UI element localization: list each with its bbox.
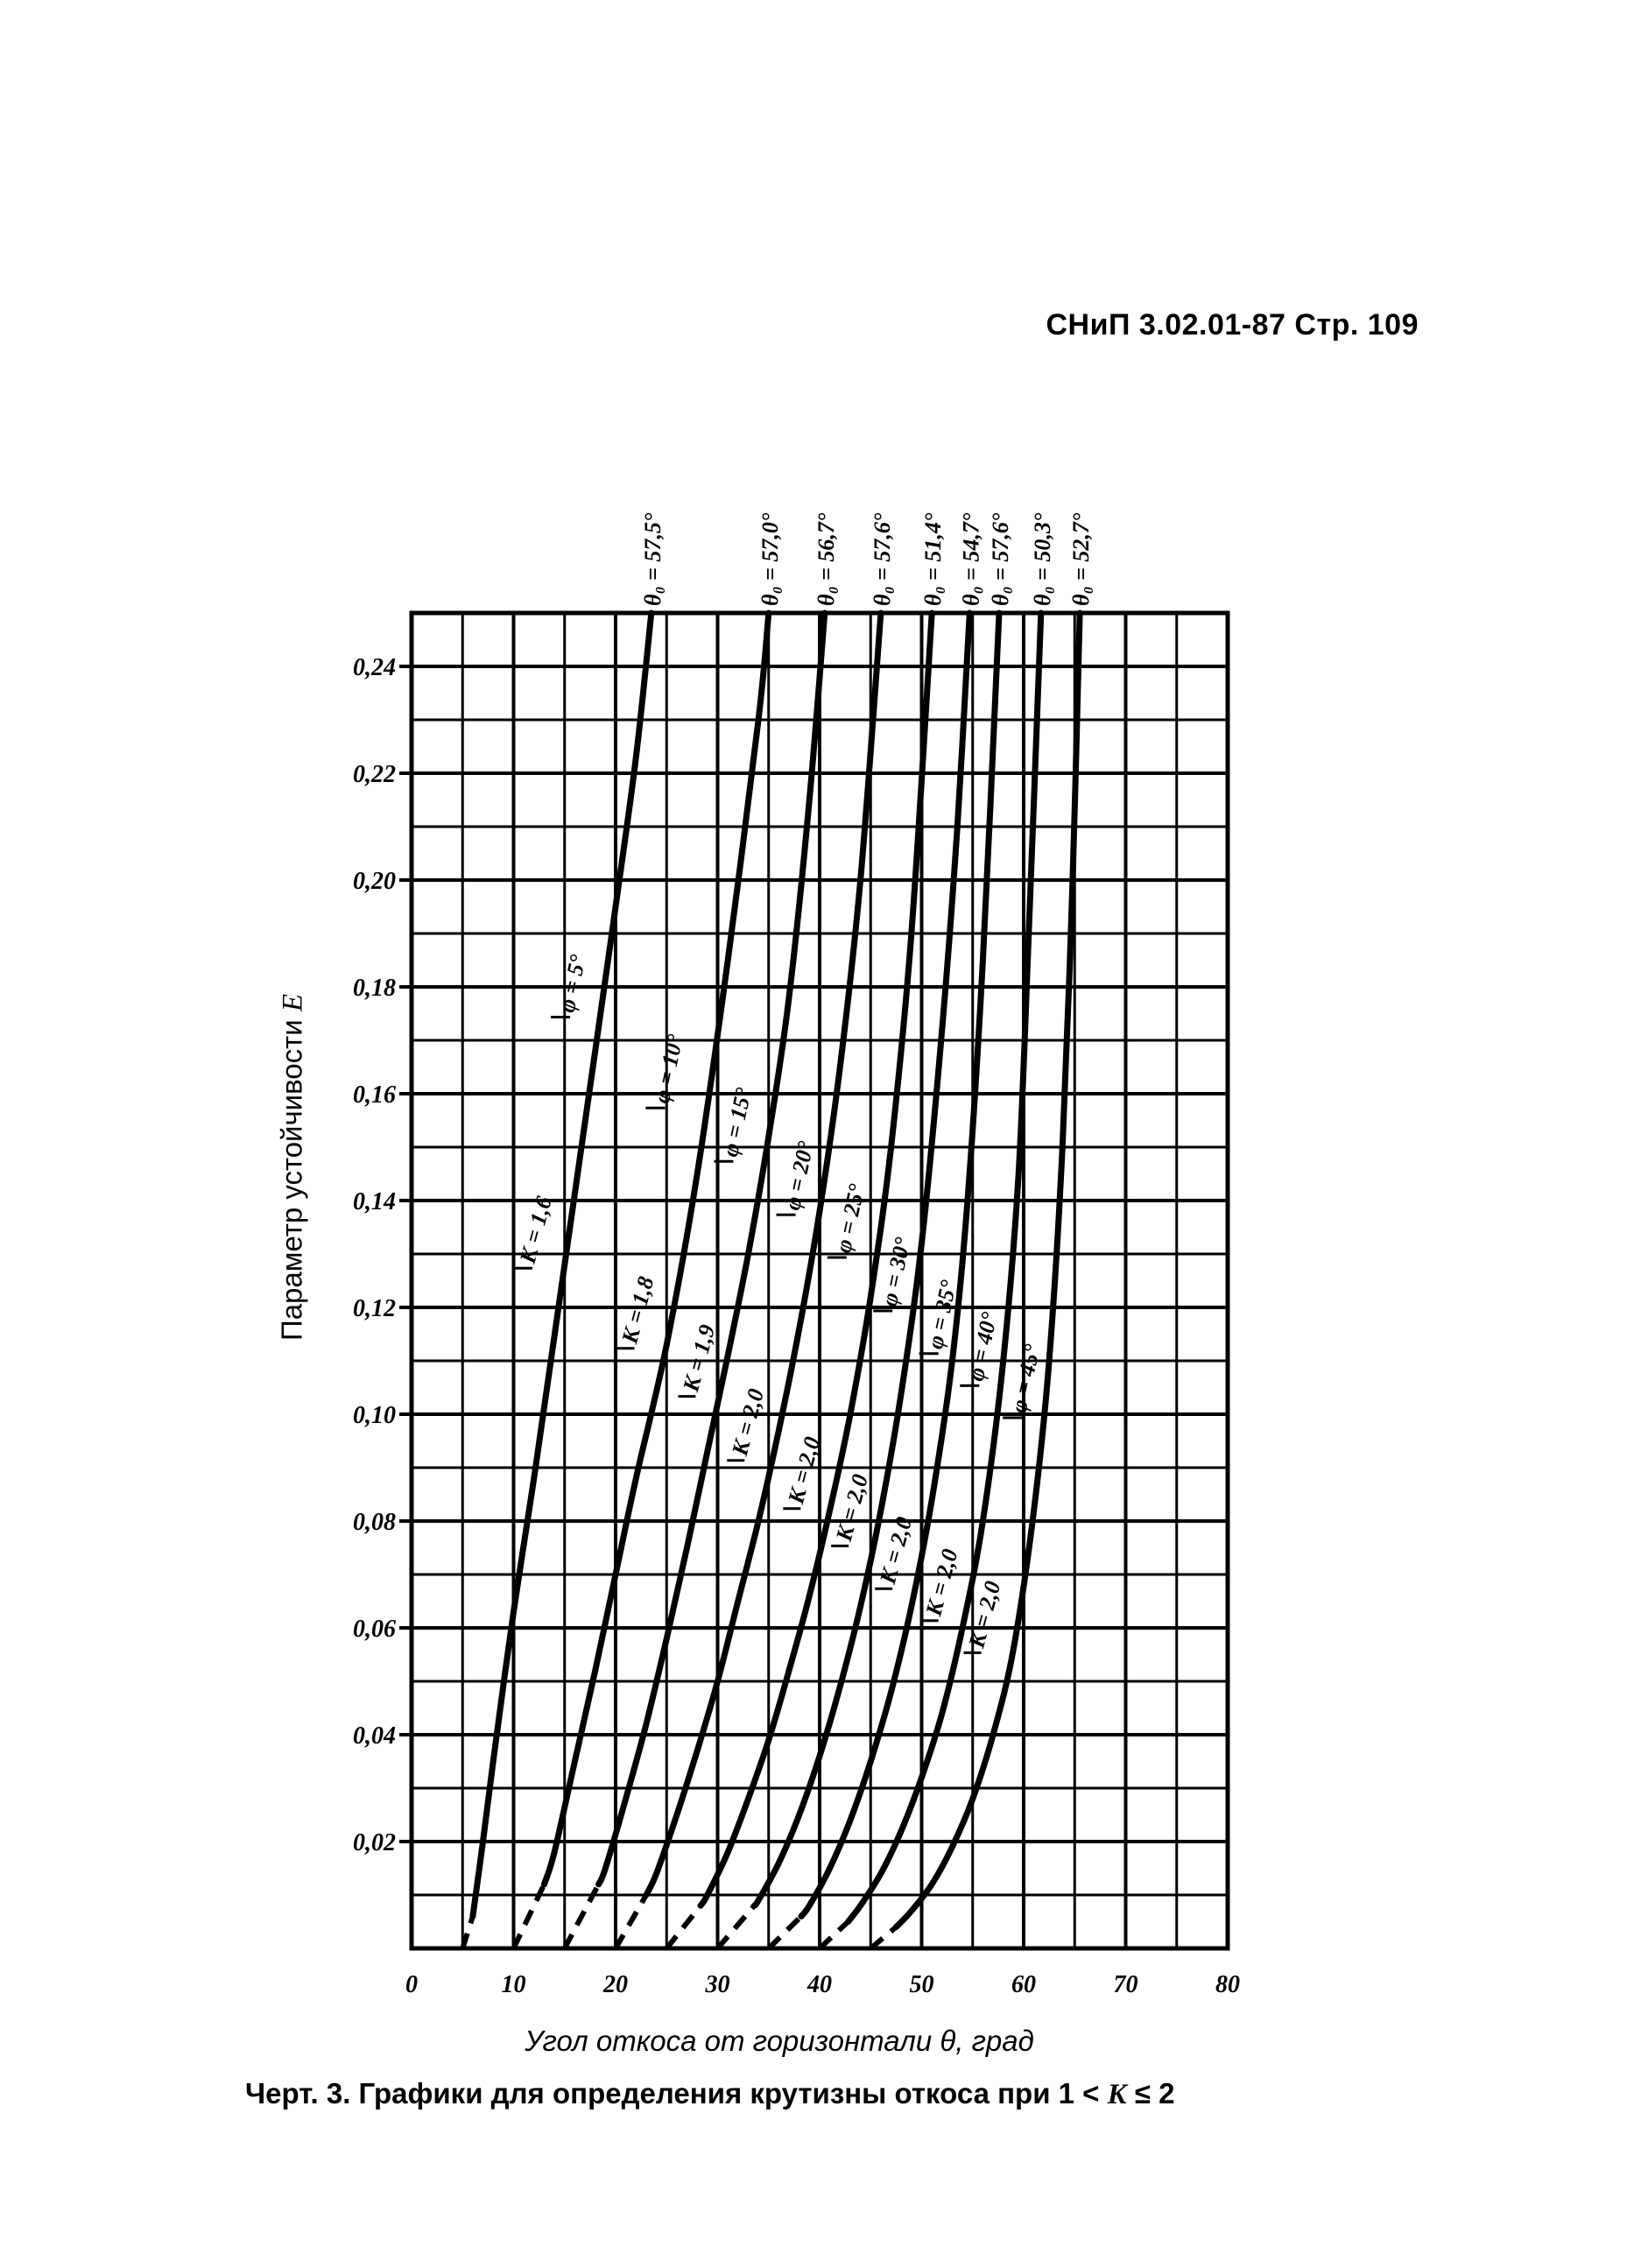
curve-theta0-label: θ₀ = 51,4°: [920, 512, 947, 606]
y-axis-label-variable: E: [277, 993, 309, 1012]
curve-phi-label: φ = 5°: [553, 952, 591, 1015]
curve-phi-label: φ = 35°: [922, 1278, 962, 1352]
curve-theta0-label: θ₀ = 56,7°: [813, 512, 839, 606]
y-tick-label: 0,14: [353, 1188, 396, 1215]
x-tick-label: 60: [1011, 1971, 1036, 1998]
curve-dashed-start: [666, 1905, 701, 1948]
curve-phi-label: φ = 45°: [1005, 1342, 1046, 1416]
y-tick-label: 0,18: [353, 975, 396, 1002]
x-tick-label: 40: [807, 1971, 832, 1998]
curve-theta0-label: θ₀ = 57,5°: [639, 512, 666, 606]
curve-k-label: K = 2,0: [963, 1578, 1006, 1651]
curve-k-label: K = 1,6: [514, 1194, 557, 1266]
curve-line: [473, 613, 651, 1916]
curve-k-label: K = 2,0: [875, 1514, 918, 1587]
curve-dashed-start: [769, 1916, 801, 1948]
curve-dashed-start: [616, 1895, 646, 1948]
x-tick-label: 0: [405, 1971, 418, 1998]
x-tick-label: 80: [1215, 1971, 1240, 1998]
caption-prefix: Черт. 3. Графики для определения крутизны откоса при 1 <: [245, 2077, 1108, 2110]
x-tick-label: 30: [705, 1971, 730, 1998]
caption-suffix: ≤ 2: [1126, 2077, 1175, 2110]
curve-dashed-start: [820, 1922, 849, 1949]
curve-phi-label: φ = 30°: [876, 1235, 916, 1309]
chart-curves: [462, 613, 1080, 1948]
curve-theta0-label: θ₀ = 57,6°: [869, 512, 895, 606]
curve-k-label: K = 1,9: [678, 1321, 721, 1395]
page-header: СНиП 3.02.01-87 Стр. 109: [1046, 308, 1419, 342]
curve-theta0-label: θ₀ = 54,7°: [958, 512, 984, 606]
caption-variable: K: [1107, 2079, 1127, 2110]
x-tick-label: 10: [501, 1971, 526, 1998]
x-axis-label: Угол откоса от горизонтали θ, град: [525, 2025, 1034, 2057]
curve-phi-label: φ = 10°: [648, 1032, 688, 1106]
curve-k-label: K = 2,0: [727, 1385, 770, 1459]
curve-line: [754, 613, 969, 1905]
curve-k-label: K = 2,0: [830, 1471, 874, 1544]
curve-phi-label: φ = 25°: [830, 1181, 870, 1256]
y-axis-label-text: Параметр устойчивости: [275, 1011, 308, 1342]
curve-dashed-start: [718, 1905, 755, 1948]
x-tick-label: 70: [1113, 1971, 1138, 1998]
curve-phi-label: φ = 20°: [779, 1138, 819, 1213]
curve-theta0-label: θ₀ = 50,3°: [1029, 512, 1055, 606]
y-axis-label: [276, 994, 310, 1341]
curve-theta0-label: θ₀ = 57,0°: [757, 512, 783, 606]
y-tick-label: 0,22: [353, 761, 396, 788]
y-tick-label: 0,08: [353, 1509, 396, 1536]
curve-k-label: K = 2,0: [920, 1546, 963, 1619]
figure-caption: [245, 2077, 1174, 2111]
y-tick-label: 0,16: [353, 1081, 396, 1109]
curve-theta0-label: θ₀ = 52,7°: [1068, 512, 1095, 606]
y-tick-label: 0,10: [353, 1402, 396, 1429]
curve-dashed-start: [462, 1916, 473, 1948]
chart-curve-labels: [514, 512, 1094, 1652]
y-tick-label: 0,12: [353, 1295, 396, 1322]
y-tick-label: 0,20: [353, 868, 396, 895]
curve-k-label: K = 1,8: [616, 1273, 659, 1347]
curve-theta0-label: θ₀ = 57,6°: [988, 512, 1014, 606]
curve-dashed-start: [870, 1927, 896, 1948]
y-tick-label: 0,06: [353, 1616, 396, 1643]
curve-k-label: K = 2,0: [783, 1433, 826, 1507]
curve-phi-label: φ = 40°: [962, 1309, 1003, 1384]
x-tick-label: 50: [909, 1971, 934, 1998]
y-tick-label: 0,24: [353, 654, 396, 681]
x-tick-label: 20: [603, 1971, 628, 1998]
y-tick-label: 0,02: [353, 1829, 396, 1856]
y-tick-label: 0,04: [353, 1722, 396, 1750]
curve-phi-label: φ = 15°: [716, 1085, 757, 1159]
